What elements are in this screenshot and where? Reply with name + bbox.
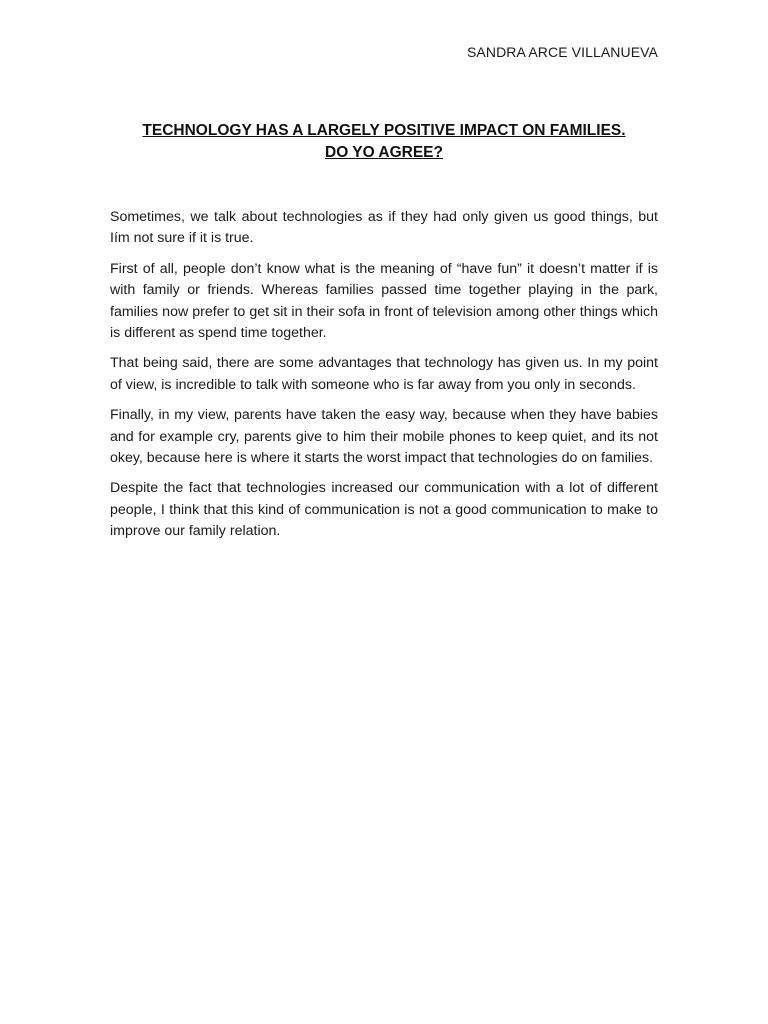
author-name: SANDRA ARCE VILLANUEVA xyxy=(466,44,658,60)
essay-title xyxy=(110,120,658,164)
paragraph: First of all, people don’t know what is the meaning of “have fun” it doesn’t matter if is with family or friends. Whereas families passed time together playing in the park, families now prefer to get sit in their sofa in front of television among other things which is different as spend time together. xyxy=(110,260,658,342)
paragraph: Sometimes, we talk about technologies as if they had only given us good things, but Iím not sure if it is true. xyxy=(110,209,658,247)
paragraph: Despite the fact that technologies increased our communication with a lot of different people, I think that this kind of communication is not a good communication to make to improve our family relation. xyxy=(110,480,658,540)
title-line-1: TECHNOLOGY HAS A LARGELY POSITIVE IMPACT ON FAMILIES. xyxy=(142,122,626,139)
title-line-2: DO YO AGREE? xyxy=(325,144,443,161)
paragraph: Finally, in my view, parents have taken the easy way, because when they have babies and for example cry, parents give to him their mobile phones to keep quiet, and its not okey, because here is where it starts the worst impact that technologies do on families. xyxy=(110,407,658,467)
essay-body xyxy=(110,207,658,552)
paragraph: That being said, there are some advantages that technology has given us. In my point of view, is incredible to talk with someone who is far away from you only in seconds. xyxy=(110,355,658,393)
